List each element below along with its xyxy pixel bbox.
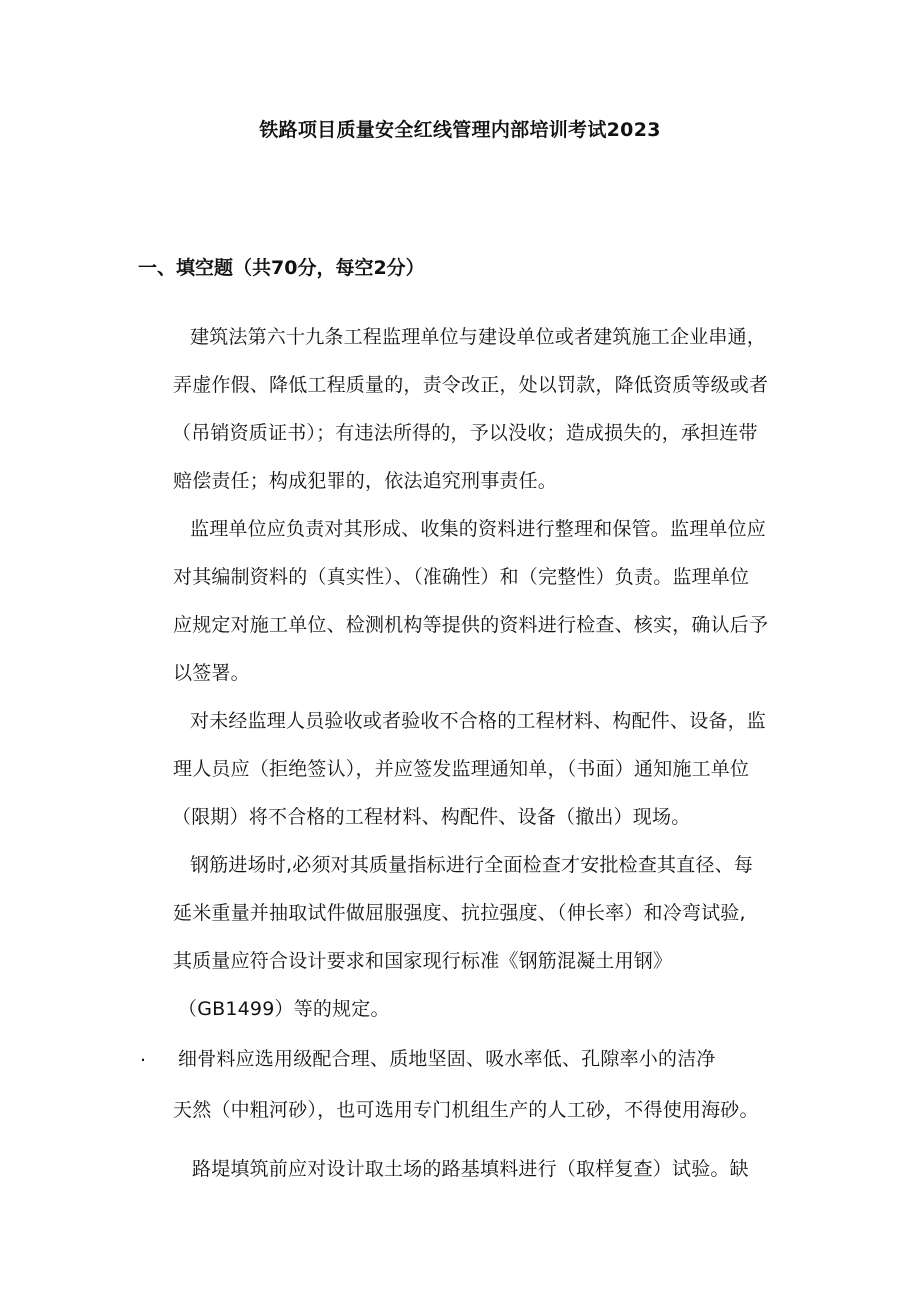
paragraph-line: 对其编制资料的（真实性）、（准确性）和（完整性）负责。监理单位 [173,566,750,588]
paragraph-line: 钢筋进场时,必须对其质量指标进行全面检查才安批检查其直径、每 [190,854,754,876]
paragraph-line: 延米重量并抽取试件做屈服强度、抗拉强度、（伸长率）和冷弯试验, [173,902,746,924]
paragraph-line: 以签署。 [173,662,250,684]
paragraph-line: 其质量应符合设计要求和国家现行标准《钢筋混凝土用钢》 [173,950,673,972]
paragraph-line: 路堤填筑前应对设计取土场的路基填料进行（取样复查）试验。缺 [192,1158,749,1180]
paragraph-line: （GB1499）等的规定。 [178,998,390,1020]
document-title: 铁路项目质量安全红线管理内部培训考试2023 [259,119,661,141]
paragraph-line: （限期）将不合格的工程材料、构配件、设备（撤出）现场。 [172,806,691,828]
paragraph-line: 天然（中粗河砂），也可选用专门机组生产的人工砂，不得使用海砂。 [173,1099,759,1121]
paragraph-line: （吊销资质证书）；有违法所得的，予以没收；造成损失的，承担连带 [172,422,758,444]
paragraph-line: 理人员应（拒绝签认），并应签发监理通知单，（书面）通知施工单位 [173,758,750,780]
paragraph-line: 赔偿责任；构成犯罪的，依法追究刑事责任。 [173,470,558,492]
paragraph-line: 细骨料应选用级配合理、质地坚固、吸水率低、孔隙率小的洁净 [178,1048,716,1070]
paragraph-line: 对未经监理人员验收或者验收不合格的工程材料、构配件、设备，监 [190,710,767,732]
section-heading: 一、填空题（共70分，每空2分） [138,257,425,279]
paragraph-line: 建筑法第六十九条工程监理单位与建设单位或者建筑施工企业串通， [190,326,767,348]
bullet-marker: . [140,1044,147,1066]
paragraph-line: 弄虚作假、降低工程质量的，责令改正，处以罚款，降低资质等级或者 [173,374,769,396]
paragraph-line: 应规定对施工单位、检测机构等提供的资料进行检查、核实，确认后予 [173,614,769,636]
paragraph-line: 监理单位应负责对其形成、收集的资料进行整理和保管。监理单位应 [190,518,767,540]
